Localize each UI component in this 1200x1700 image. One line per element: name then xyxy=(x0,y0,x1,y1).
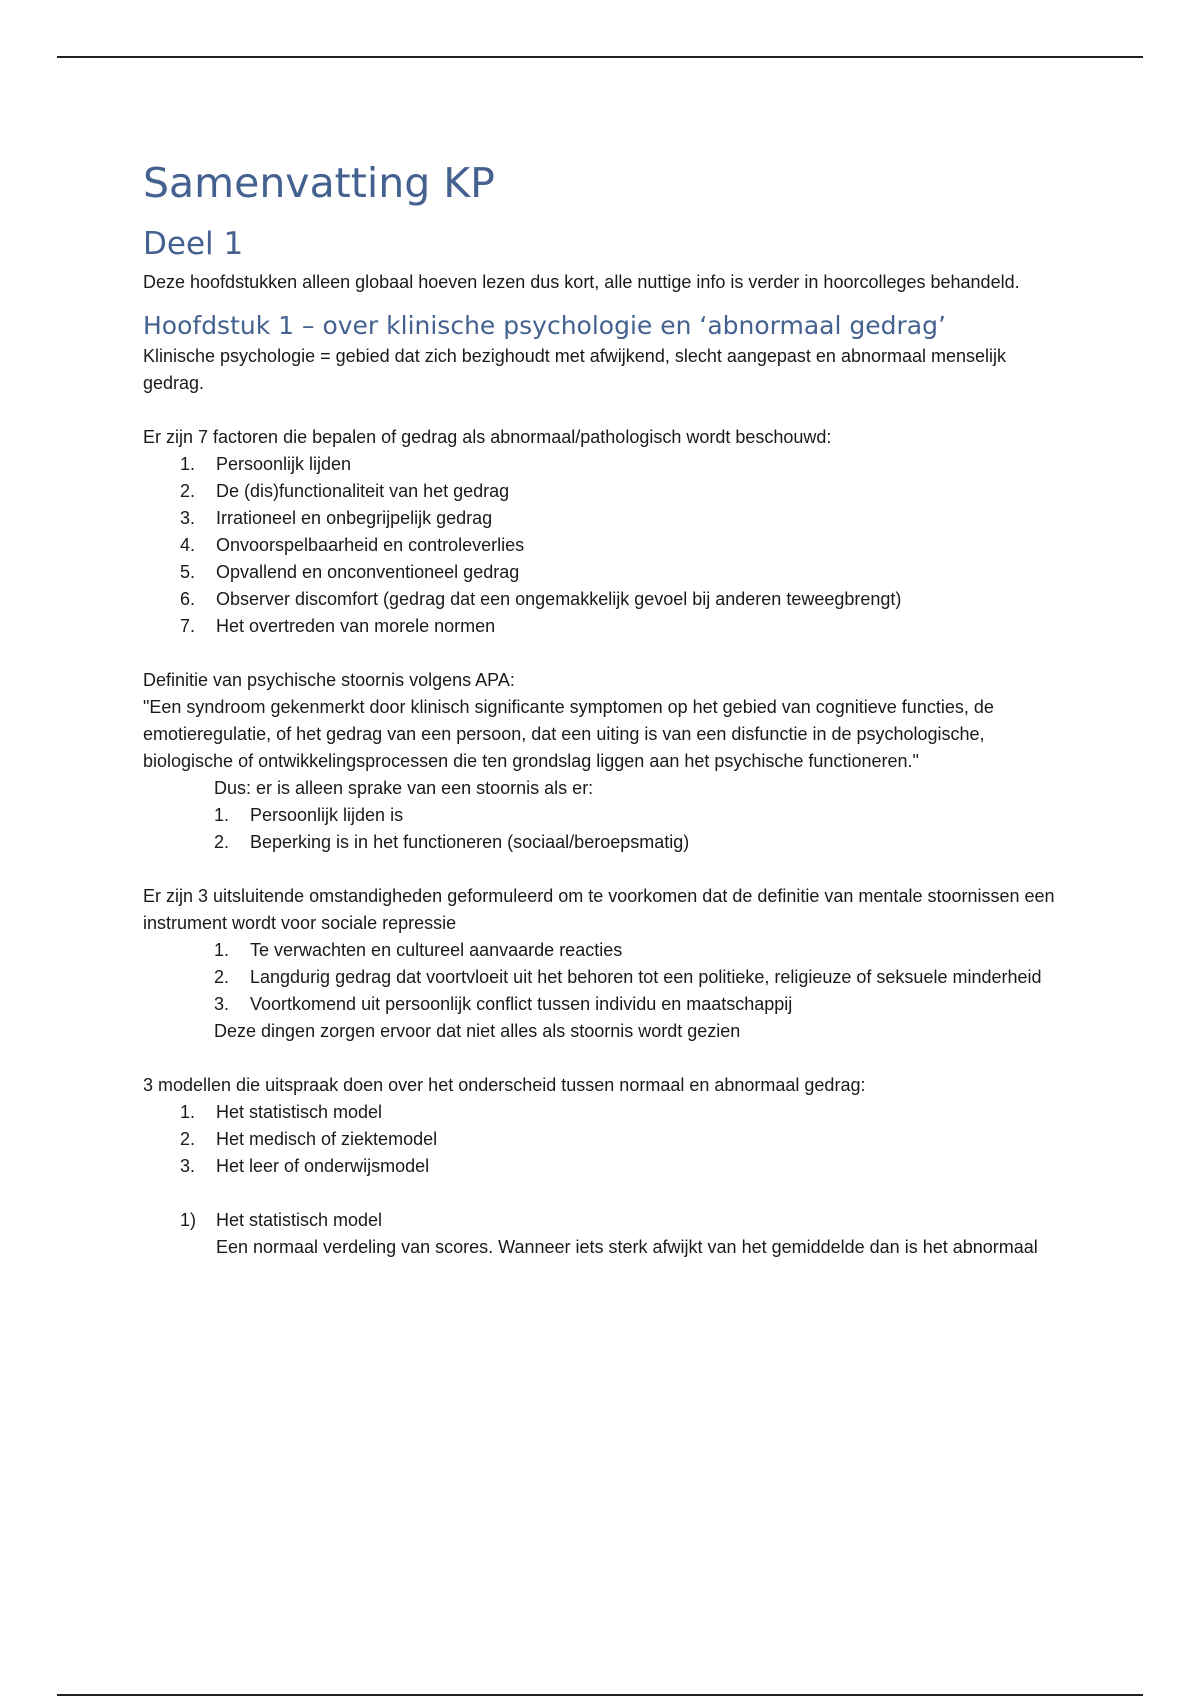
document-title: Samenvatting KP xyxy=(143,159,495,207)
part-intro: Deze hoofdstukken alleen globaal hoeven lezen dus kort, alle nuttige info is verder in hoorcolleges behandeld. xyxy=(143,271,1020,292)
exclusions-list xyxy=(143,937,1063,1018)
apa-sub-intro: Dus: er is alleen sprake van een stoornis als er: xyxy=(214,777,594,798)
model-detail-title: Het statistisch model xyxy=(216,1209,383,1230)
exclusions-intro: Er zijn 3 uitsluitende omstandigheden geformuleerd om te voorkomen dat de definitie van mentale stoornissen een instrument wordt voor sociale repressie xyxy=(143,885,1055,933)
list-item: 1. Persoonlijk lijden is xyxy=(214,804,404,825)
spacer xyxy=(143,856,1063,883)
list-item: 4. Onvoorspelbaarheid en controleverlies xyxy=(180,534,525,555)
list-item: 3. Het leer of onderwijsmodel xyxy=(180,1155,430,1176)
list-item: 5. Opvallend en onconventioneel gedrag xyxy=(180,561,520,582)
list-item: 3. Irrationeel en onbegrijpelijk gedrag xyxy=(180,507,493,528)
factors-list xyxy=(143,451,1063,640)
apa-list xyxy=(143,802,1063,856)
list-item: 2. Beperking is in het functioneren (sociaal/beroepsmatig) xyxy=(214,831,690,852)
spacer xyxy=(143,1045,1063,1072)
apa-quote: "Een syndroom gekenmerkt door klinisch significante symptomen op het gebied van cognitieve functies, de emotieregulatie, of het gedrag van een persoon, dat een uiting is van een disfunctie in de psychologische, biologische of ontwikkelingsprocessen die ten grondslag liggen aan het psychische functioneren." xyxy=(143,696,994,771)
list-item: 1. Persoonlijk lijden xyxy=(180,453,352,474)
list-item: 2. Langdurig gedrag dat voortvloeit uit het behoren tot een politieke, religieuze of seksuele minderheid xyxy=(214,966,1042,987)
footer-rule xyxy=(57,1694,1143,1696)
list-item: 2. Het medisch of ziektemodel xyxy=(180,1128,438,1149)
header-rule xyxy=(57,56,1143,58)
model-detail-text: Een normaal verdeling van scores. Wanneer iets sterk afwijkt van het gemiddelde dan is het abnormaal xyxy=(216,1236,1038,1257)
list-item: 1. Het statistisch model xyxy=(180,1101,383,1122)
models-intro: 3 modellen die uitspraak doen over het onderscheid tussen normaal en abnormaal gedrag: xyxy=(143,1074,866,1095)
document-body xyxy=(143,160,1063,1261)
models-list xyxy=(143,1099,1063,1180)
spacer xyxy=(143,1180,1063,1207)
factors-intro: Er zijn 7 factoren die bepalen of gedrag als abnormaal/pathologisch wordt beschouwd: xyxy=(143,426,832,447)
list-item: 1. Te verwachten en cultureel aanvaarde reacties xyxy=(214,939,623,960)
list-item: 1) Het statistisch model Een normaal verdeling van scores. Wanneer iets sterk afwijkt van het gemiddelde dan is het abnormaal xyxy=(180,1209,1038,1257)
exclusions-note: Deze dingen zorgen ervoor dat niet alles als stoornis wordt gezien xyxy=(214,1020,741,1041)
chapter-heading: Hoofdstuk 1 – over klinische psychologie en ‘abnormaal gedrag’ xyxy=(143,310,946,340)
list-item: 6. Observer discomfort (gedrag dat een ongemakkelijk gevoel bij anderen teweegbrengt) xyxy=(180,588,902,609)
spacer xyxy=(143,397,1063,424)
spacer xyxy=(143,640,1063,667)
model-detail xyxy=(143,1207,1063,1261)
apa-intro: Definitie van psychische stoornis volgens APA: xyxy=(143,669,515,690)
part-heading: Deel 1 xyxy=(143,226,244,263)
list-item: 3. Voortkomend uit persoonlijk conflict tussen individu en maatschappij xyxy=(214,993,793,1014)
list-item: 7. Het overtreden van morele normen xyxy=(180,615,496,636)
chapter-definition: Klinische psychologie = gebied dat zich bezighoudt met afwijkend, slecht aangepast en abnormaal menselijk gedrag. xyxy=(143,345,1007,393)
list-item: 2. De (dis)functionaliteit van het gedrag xyxy=(180,480,510,501)
